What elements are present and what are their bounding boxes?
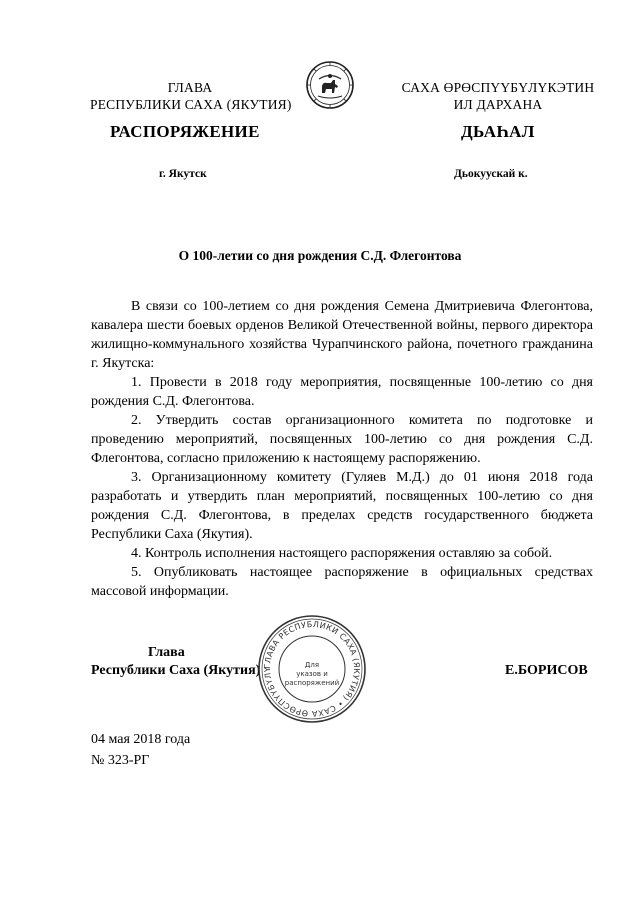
city-ru: г. Якутск <box>159 168 207 180</box>
stamp-ring-text: ГЛАВА РЕСПУБЛИКИ САХА (ЯКУТИЯ) • САХА ӨРӨСПҮҮБҮЛҮ <box>262 619 362 719</box>
document-title: О 100-летии со дня рождения С.Д. Флегонтова <box>178 248 462 263</box>
list-item: 3. Организационному комитету (Гуляев М.Д.) до 01 июня 2018 года разработать и утвердить план мероприятий, посвященных 100-летию со дня рождения С.Д. Флегонтова, в пределах средств государственного бюджета Республики Саха (Якутия). <box>91 470 593 542</box>
list-item: 5. Опубликовать настоящее распоряжение в официальных средствах массовой информации. <box>91 565 593 599</box>
document-type-sakha: ДЬАҺАЛ <box>461 122 535 141</box>
issuer-block-ru <box>90 79 290 113</box>
list-item: 2. Утвердить состав организационного комитета по подготовке и проведению мероприятий, посвященных 100-летию со дня рождения С.Д. Флегонтова, согласно приложению к настоящему распоряжению. <box>91 413 593 466</box>
issuer-block-sakha <box>398 79 598 113</box>
document-date: 04 мая 2018 года <box>91 732 191 747</box>
city-sakha: Дьокуускай к. <box>454 168 528 180</box>
stamp-center-line-3: распоряжений <box>284 679 340 687</box>
signatory-title-line-2: Республики Саха (Якутия) <box>91 663 261 678</box>
intro-paragraph: В связи со 100-летием со дня рождения Семена Дмитриевича Флегонтова, кавалера шести боевых орденов Великой Отечественной войны, первого директора жилищно-коммунального хозяйства Чурапчинского района, почетного гражданина г. Якутска: <box>91 299 593 371</box>
issuer-line-2: РЕСПУБЛИКИ САХА (ЯКУТИЯ) <box>90 97 292 112</box>
issuer-sakha-line-2: ИЛ ДАРХАНА <box>453 97 543 112</box>
issuer-sakha-line-1: САХА ӨРӨСПҮҮБҮЛҮКЭТИН <box>401 80 595 95</box>
issuer-line-1: ГЛАВА <box>167 80 213 95</box>
stamp-center-line-1: Для <box>304 661 320 669</box>
document-type-ru: РАСПОРЯЖЕНИЕ <box>110 122 260 141</box>
official-stamp <box>257 614 367 724</box>
stamp-center-line-2: указов и <box>296 670 328 678</box>
signatory-name: Е.БОРИСОВ <box>505 663 588 678</box>
coat-of-arms-emblem-icon <box>305 60 355 110</box>
signatory-title-line-1: Глава <box>148 645 185 660</box>
document-number: № 323-РГ <box>91 753 150 768</box>
document-body <box>91 297 593 601</box>
list-item: 1. Провести в 2018 году мероприятия, посвященные 100-летию со дня рождения С.Д. Флегонтова. <box>91 375 593 409</box>
list-item: 4. Контроль исполнения настоящего распоряжения оставляю за собой. <box>131 546 553 561</box>
